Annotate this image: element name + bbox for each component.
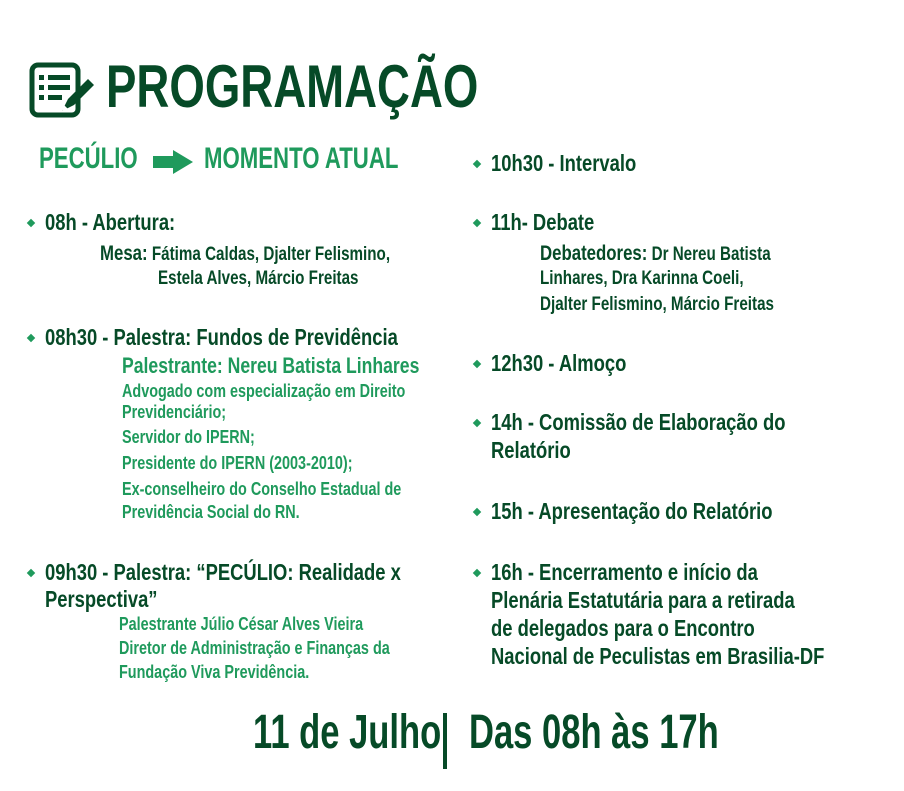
bullet-icon bbox=[27, 334, 35, 342]
palestra1-bio-1: Advogado com especialização em Direito bbox=[122, 381, 406, 401]
encerramento-1: 16h - Encerramento e início da bbox=[491, 559, 758, 585]
bullet-icon bbox=[473, 419, 481, 427]
comissao-line2: Relatório bbox=[491, 437, 571, 463]
bullet-icon bbox=[27, 569, 35, 577]
subtitle-right: MOMENTO ATUAL bbox=[204, 142, 399, 175]
palestra1-bio-2: Previdenciário; bbox=[122, 402, 227, 422]
encerramento-3: de delegados para o Encontro bbox=[491, 615, 755, 641]
palestra2-heading-1: 09h30 - Palestra: “PECÚLIO: Realidade x bbox=[45, 559, 401, 585]
arrow-right-icon bbox=[153, 148, 193, 182]
footer-hours: Das 08h às 17h bbox=[469, 706, 719, 759]
mesa-line2: Estela Alves, Márcio Freitas bbox=[158, 268, 359, 289]
palestra2-heading-2: Perspectiva” bbox=[45, 586, 158, 612]
palestra2-speaker: Palestrante Júlio César Alves Vieira bbox=[119, 614, 364, 634]
palestra1-speaker: Palestrante: Nereu Batista Linhares bbox=[122, 353, 420, 378]
document-edit-icon bbox=[28, 59, 94, 128]
debatedores-names-1: Dr Nereu Batista bbox=[651, 244, 771, 265]
bullet-icon bbox=[473, 569, 481, 577]
palestra2-bio-2: Fundação Viva Previdência. bbox=[119, 662, 310, 682]
bullet-icon bbox=[473, 219, 481, 227]
almoco: 12h30 - Almoço bbox=[491, 350, 627, 376]
apresentacao: 15h - Apresentação do Relatório bbox=[491, 498, 773, 524]
palestra2-bio-1: Diretor de Administração e Finanças da bbox=[119, 638, 390, 658]
palestra1-bio-4: Presidente do IPERN (2003-2010); bbox=[122, 453, 353, 473]
abertura-heading: 08h - Abertura: bbox=[45, 209, 176, 235]
bullet-icon bbox=[27, 219, 35, 227]
palestra1-bio-3: Servidor do IPERN; bbox=[122, 427, 255, 447]
debate-line3: Djalter Felismino, Márcio Freitas bbox=[540, 294, 774, 315]
palestra1-bio-5: Ex-conselheiro do Conselho Estadual de bbox=[122, 479, 402, 499]
subtitle-left: PECÚLIO bbox=[39, 142, 138, 175]
bullet-icon bbox=[473, 508, 481, 516]
palestra1-heading: 08h30 - Palestra: Fundos de Previdência bbox=[45, 324, 398, 350]
debate-heading: 11h- Debate bbox=[491, 209, 595, 235]
encerramento-4: Nacional de Peculistas em Brasilia-DF bbox=[491, 643, 825, 669]
debate-line2: Linhares, Dra Karinna Coeli, bbox=[540, 268, 744, 289]
footer-date: 11 de Julho bbox=[253, 706, 442, 759]
footer-separator bbox=[443, 713, 447, 769]
mesa-names-1: Fátima Caldas, Djalter Felismino, bbox=[151, 244, 391, 265]
palestra1-bio-6: Previdência Social do RN. bbox=[122, 502, 300, 522]
encerramento-2: Plenária Estatutária para a retirada bbox=[491, 587, 795, 613]
debatedores-label: Debatedores: bbox=[540, 242, 648, 265]
intervalo: 10h30 - Intervalo bbox=[491, 150, 637, 176]
page-title: PROGRAMAÇÃO bbox=[106, 53, 479, 120]
mesa-line1 bbox=[100, 242, 390, 266]
mesa-label: Mesa: bbox=[100, 242, 148, 265]
debate-line1 bbox=[540, 242, 771, 266]
bullet-icon bbox=[473, 160, 481, 168]
comissao-line1: 14h - Comissão de Elaboração do bbox=[491, 409, 786, 435]
bullet-icon bbox=[473, 360, 481, 368]
